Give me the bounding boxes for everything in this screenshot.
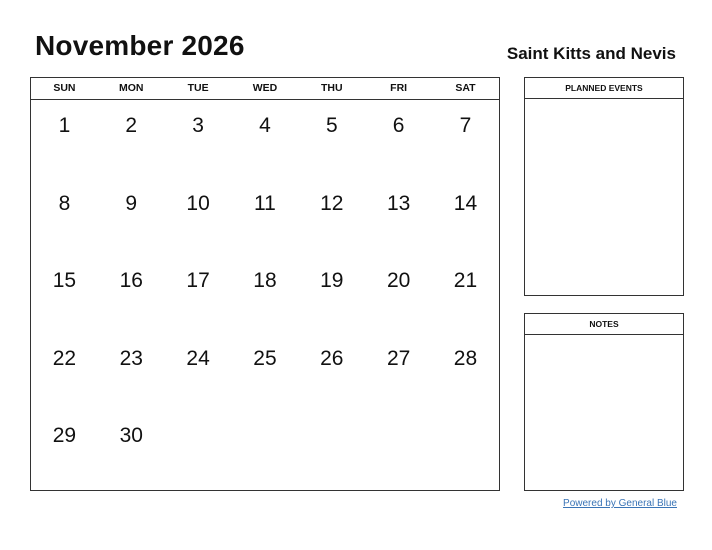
weekday-tue: TUE xyxy=(187,82,209,94)
day-cell: 23 xyxy=(119,346,143,370)
planned-events-heading: PLANNED EVENTS xyxy=(525,78,683,99)
day-cell: 8 xyxy=(58,191,71,215)
weekday-fri: FRI xyxy=(390,82,408,94)
weekday-mon: MON xyxy=(119,82,144,94)
day-cell: 20 xyxy=(386,269,411,292)
weekday-wed: WED xyxy=(252,82,278,94)
day-cell: 5 xyxy=(325,114,338,137)
day-cell xyxy=(232,410,299,488)
day-cell: 14 xyxy=(453,191,478,215)
planned-events-panel xyxy=(524,77,684,296)
day-cell: 21 xyxy=(453,269,478,292)
day-cell: 2 xyxy=(125,114,138,137)
day-cell: 15 xyxy=(52,269,77,292)
calendar-title: November 2026 xyxy=(35,30,245,61)
day-cell xyxy=(165,410,232,488)
day-cell: 19 xyxy=(320,269,344,292)
day-cell: 24 xyxy=(186,346,210,370)
weekday-sun: SUN xyxy=(53,82,76,94)
day-cell: 18 xyxy=(253,269,277,292)
day-cell: 4 xyxy=(259,114,271,137)
day-cell: 7 xyxy=(459,114,472,137)
day-cell: 3 xyxy=(192,114,204,137)
day-cell: 27 xyxy=(386,346,411,370)
day-cell xyxy=(298,410,365,488)
day-cell: 29 xyxy=(52,424,77,447)
day-cell: 16 xyxy=(119,269,143,292)
day-cell: 30 xyxy=(119,424,143,447)
day-cell: 22 xyxy=(52,346,77,370)
notes-panel xyxy=(524,313,684,491)
day-cell: 6 xyxy=(392,114,405,137)
day-cell: 28 xyxy=(453,346,478,370)
day-cell: 13 xyxy=(386,191,411,215)
calendar-grid xyxy=(31,100,499,488)
day-cell: 17 xyxy=(186,269,210,292)
weekday-header-row xyxy=(31,78,499,100)
day-cell: 10 xyxy=(186,191,210,215)
country-name: Saint Kitts and Nevis xyxy=(506,44,676,63)
day-cell xyxy=(432,410,499,488)
day-cell: 12 xyxy=(320,191,344,215)
day-cell: 25 xyxy=(253,346,277,370)
notes-heading: NOTES xyxy=(525,314,683,335)
day-cell: 1 xyxy=(58,114,71,137)
day-cell: 11 xyxy=(254,191,276,215)
day-cell xyxy=(365,410,432,488)
weekday-thu: THU xyxy=(321,82,343,94)
powered-by-link[interactable]: Powered by General Blue xyxy=(563,498,677,509)
day-cell: 9 xyxy=(125,191,138,215)
weekday-sat: SAT xyxy=(455,82,476,94)
month-calendar xyxy=(30,77,500,491)
day-cell: 26 xyxy=(320,346,344,370)
